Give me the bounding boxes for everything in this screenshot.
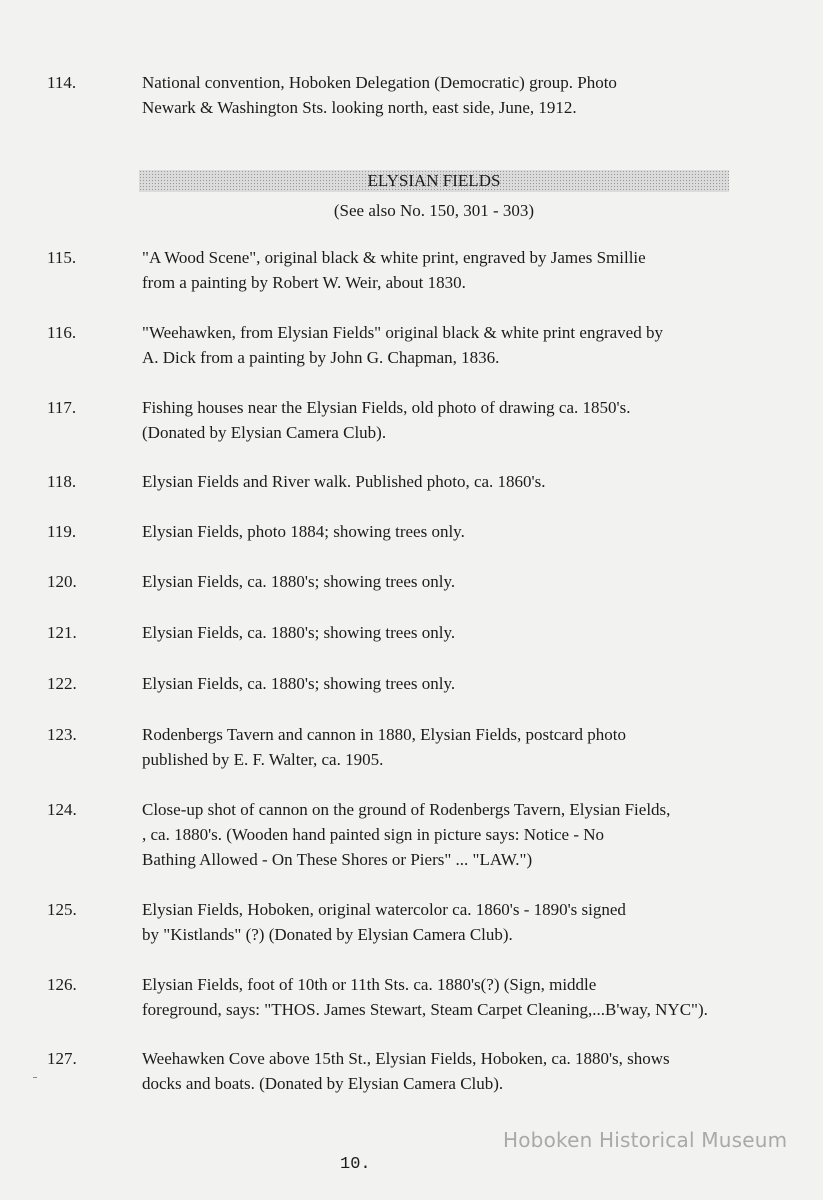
entry-number: 114. (47, 73, 77, 92)
entry-number: 117. (47, 398, 77, 417)
entry-line: Elysian Fields, photo 1884; showing trees only. (142, 522, 465, 541)
entry-line: Elysian Fields and River walk. Published photo, ca. 1860's. (142, 472, 546, 491)
entry-number: 118. (47, 472, 77, 491)
entry-line: Weehawken Cove above 15th St., Elysian Fields, Hoboken, ca. 1880's, shows (142, 1049, 670, 1068)
entry-line: "A Wood Scene", original black & white print, engraved by James Smillie (142, 248, 646, 267)
entry-line: from a painting by Robert W. Weir, about 1830. (142, 273, 466, 292)
entry-number: 123. (47, 725, 77, 744)
entry-description (142, 1046, 762, 1096)
entry-line: Fishing houses near the Elysian Fields, old photo of drawing ca. 1850's. (142, 398, 631, 417)
entry-number: 120. (47, 572, 77, 591)
entry-number: 122. (47, 674, 77, 693)
entry-description (142, 620, 762, 645)
entry-line: Elysian Fields, ca. 1880's; showing trees only. (142, 674, 456, 693)
entry-line: Elysian Fields, ca. 1880's; showing trees only. (142, 623, 456, 642)
entry-description (142, 469, 762, 494)
entry-line: National convention, Hoboken Delegation (Democratic) group. Photo (142, 73, 617, 92)
entry-line: (Donated by Elysian Camera Club). (142, 423, 387, 442)
entry-line: Close-up shot of cannon on the ground of Rodenbergs Tavern, Elysian Fields, (142, 800, 671, 819)
scan-speck (33, 1077, 37, 1078)
entry-line: Newark & Washington Sts. looking north, east side, June, 1912. (142, 98, 577, 117)
entry-description (142, 897, 762, 947)
entry-number: 125. (47, 900, 77, 919)
entry-number: 127. (47, 1049, 77, 1068)
entry-description (142, 245, 762, 295)
entry-line: Elysian Fields, foot of 10th or 11th Sts. ca. 1880's(?) (Sign, middle (142, 975, 597, 994)
entry-description (142, 70, 762, 120)
entry-number: 116. (47, 323, 77, 342)
entry-line: published by E. F. Walter, ca. 1905. (142, 750, 384, 769)
section-title: ELYSIAN FIELDS (367, 171, 501, 190)
section-note: (See also No. 150, 301 - 303) (333, 201, 535, 220)
entry-line: , ca. 1880's. (Wooden hand painted sign in picture says: Notice - No (142, 825, 605, 844)
entry-line: docks and boats. (Donated by Elysian Camera Club). (142, 1074, 504, 1093)
entry-description (142, 797, 762, 872)
entry-number: 124. (47, 800, 77, 819)
entry-line: A. Dick from a painting by John G. Chapman, 1836. (142, 348, 500, 367)
entry-number: 115. (47, 248, 77, 267)
entry-number: 126. (47, 975, 77, 994)
entry-description (142, 671, 762, 696)
entry-description (142, 320, 762, 370)
entry-description (142, 519, 762, 544)
entry-line: "Weehawken, from Elysian Fields" original black & white print engraved by (142, 323, 663, 342)
entry-line: Bathing Allowed - On These Shores or Piers" ... "LAW.") (142, 850, 533, 869)
entry-line: Elysian Fields, Hoboken, original watercolor ca. 1860's - 1890's signed (142, 900, 626, 919)
museum-watermark: Hoboken Historical Museum (503, 1128, 788, 1152)
page-number: 10. (340, 1155, 371, 1174)
entry-line: by "Kistlands" (?) (Donated by Elysian Camera Club). (142, 925, 513, 944)
entry-line: Rodenbergs Tavern and cannon in 1880, Elysian Fields, postcard photo (142, 725, 627, 744)
entry-number: 119. (47, 522, 77, 541)
entry-line: Elysian Fields, ca. 1880's; showing trees only. (142, 572, 456, 591)
entry-description (142, 569, 762, 594)
entry-line: foreground, says: "THOS. James Stewart, Steam Carpet Cleaning,...B'way, NYC"). (142, 1000, 708, 1019)
entry-number: 121. (47, 623, 77, 642)
entry-description (142, 395, 762, 445)
entry-description (142, 972, 762, 1022)
entry-description (142, 722, 762, 772)
